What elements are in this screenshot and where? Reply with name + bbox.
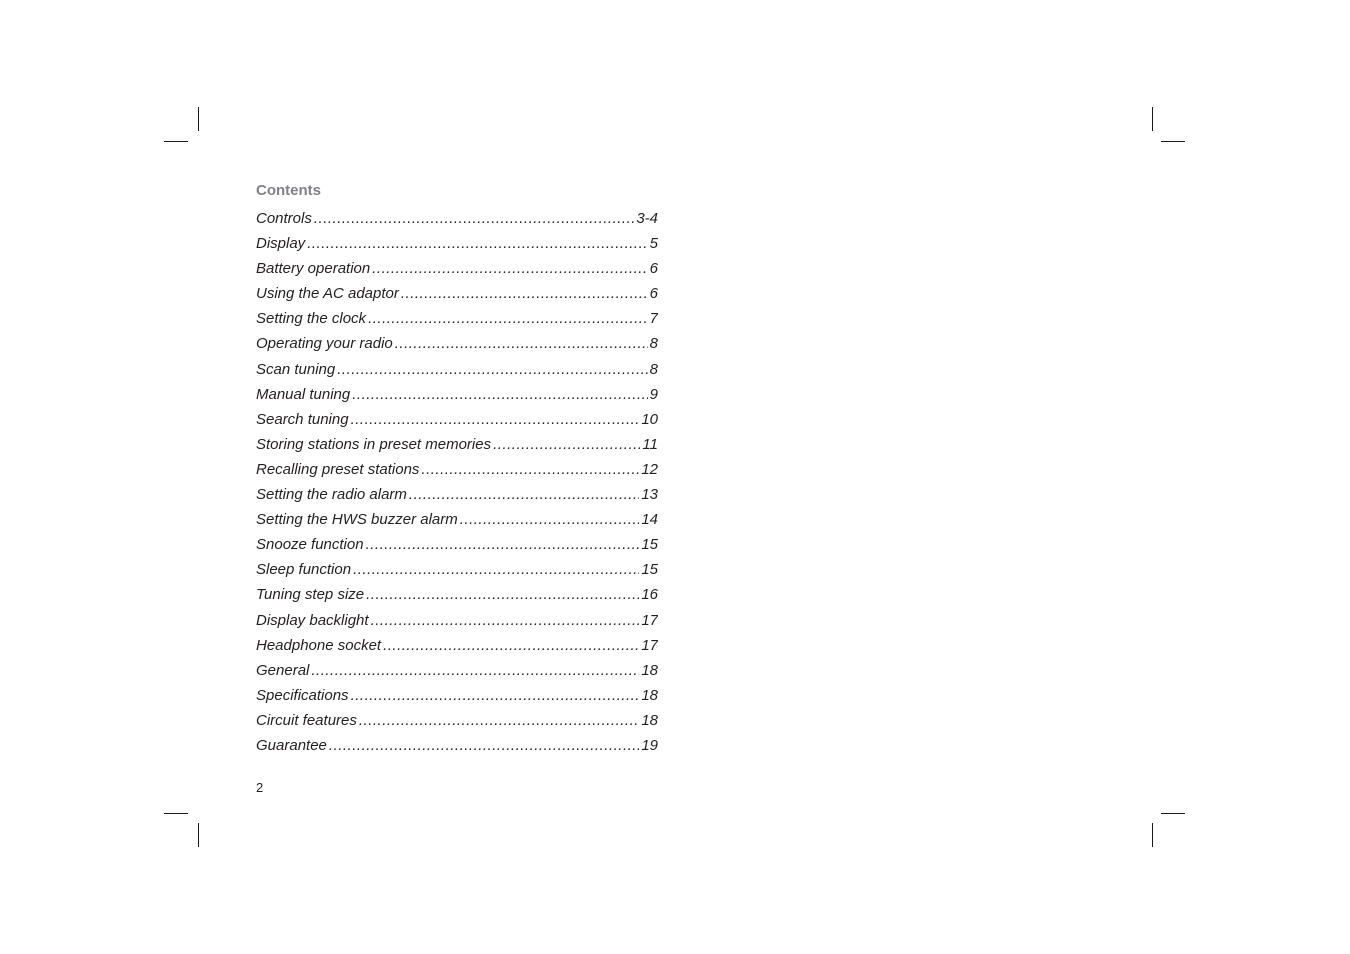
toc-entry[interactable]	[256, 306, 658, 331]
toc-entry-page: 11	[642, 435, 658, 453]
crop-mark-bottom-right-vertical	[1152, 823, 1153, 847]
toc-entry-page: 7	[649, 310, 658, 328]
toc-entry[interactable]	[256, 733, 658, 758]
toc-entry-label: Battery operation	[256, 260, 371, 278]
toc-entry-page: 6	[649, 285, 658, 303]
toc-entry[interactable]	[256, 482, 658, 507]
toc-dot-leader	[383, 633, 639, 658]
toc-entry-label: Setting the clock	[256, 310, 367, 328]
toc-entry-page: 8	[649, 360, 658, 378]
toc-entry[interactable]	[256, 507, 658, 532]
toc-dot-leader	[421, 457, 639, 482]
toc-title: Contents	[256, 182, 321, 199]
toc-dot-leader	[311, 658, 639, 683]
toc-entry[interactable]	[256, 633, 658, 658]
toc-entry-label: Controls	[256, 210, 312, 227]
toc-entry[interactable]	[256, 256, 658, 281]
toc-dot-leader	[371, 608, 640, 633]
toc-entry[interactable]	[256, 708, 658, 733]
toc-entry[interactable]	[256, 557, 658, 582]
toc-entry-page: 10	[641, 410, 658, 428]
toc-entry-label: Specifications	[256, 686, 349, 704]
toc-dot-leader	[359, 708, 639, 733]
crop-mark-bottom-right-horizontal	[1161, 813, 1185, 814]
toc-entry-page: 16	[641, 586, 658, 604]
toc-entry[interactable]	[256, 608, 658, 633]
toc-entry-label: Guarantee	[256, 736, 327, 754]
toc-entry-page: 5	[649, 235, 658, 253]
toc-entry-label: Storing stations in preset memories	[256, 435, 492, 453]
toc-entry-label: Headphone socket	[256, 636, 382, 654]
toc-entry-page: 9	[649, 385, 658, 403]
toc-entry-label: Setting the radio alarm	[256, 486, 407, 504]
toc-entry[interactable]	[256, 457, 658, 482]
toc-entry-label: Recalling preset stations	[256, 460, 420, 478]
toc-entry-label: Manual tuning	[256, 385, 351, 403]
toc-entry-label: Tuning step size	[256, 586, 365, 604]
toc-entry[interactable]	[256, 407, 658, 432]
toc-entry[interactable]	[256, 582, 658, 607]
toc-dot-leader	[351, 683, 640, 708]
page-number: 2	[256, 780, 264, 795]
toc-entry-page: 18	[641, 686, 658, 704]
toc-entry-label: Display backlight	[256, 611, 369, 629]
toc-entry-page: 8	[649, 335, 658, 353]
toc-entry-page: 17	[641, 636, 658, 654]
toc-entry-page: 12	[641, 460, 658, 478]
toc-dot-leader	[314, 206, 634, 231]
toc-entry-page: 6	[649, 260, 658, 278]
toc-dot-leader	[337, 357, 647, 382]
toc-entry-label: Display	[256, 235, 306, 253]
toc-entry-label: Search tuning	[256, 410, 349, 428]
toc-entry-page: 13	[641, 486, 658, 504]
toc-entry-label: Using the AC adaptor	[256, 285, 399, 303]
toc-list	[256, 206, 658, 758]
toc-entry[interactable]	[256, 357, 658, 382]
toc-entry-page: 17	[641, 611, 658, 629]
table-of-contents	[256, 180, 658, 758]
toc-entry[interactable]	[256, 683, 658, 708]
toc-entry-page: 19	[641, 736, 658, 754]
toc-entry-label: Circuit features	[256, 711, 357, 729]
toc-dot-leader	[401, 281, 648, 306]
toc-entry[interactable]	[256, 231, 658, 256]
toc-dot-leader	[329, 733, 639, 758]
toc-dot-leader	[352, 382, 647, 407]
toc-entry-label: Operating your radio	[256, 335, 393, 353]
toc-dot-leader	[366, 532, 640, 557]
toc-dot-leader	[460, 507, 640, 532]
toc-entry[interactable]	[256, 658, 658, 683]
toc-entry[interactable]	[256, 432, 658, 457]
toc-dot-leader	[353, 557, 639, 582]
crop-mark-bottom-left-horizontal	[164, 813, 188, 814]
toc-entry[interactable]	[256, 206, 658, 231]
toc-entry-page: 18	[641, 661, 658, 679]
crop-mark-top-left-vertical	[198, 107, 199, 131]
crop-mark-top-right-horizontal	[1161, 141, 1185, 142]
toc-dot-leader	[395, 331, 648, 356]
toc-entry[interactable]	[256, 281, 658, 306]
toc-entry[interactable]	[256, 532, 658, 557]
toc-dot-leader	[372, 256, 647, 281]
toc-entry-page: 14	[641, 511, 658, 529]
toc-entry-page: 3-4	[636, 210, 658, 227]
toc-entry-page: 15	[641, 536, 658, 554]
crop-mark-top-left-horizontal	[164, 141, 188, 142]
toc-dot-leader	[493, 432, 640, 457]
toc-dot-leader	[366, 582, 639, 607]
toc-dot-leader	[351, 407, 640, 432]
toc-entry-label: General	[256, 661, 310, 679]
toc-entry-label: Snooze function	[256, 536, 364, 554]
toc-entry-page: 18	[641, 711, 658, 729]
toc-entry-page: 15	[641, 561, 658, 579]
crop-mark-bottom-left-vertical	[198, 823, 199, 847]
toc-entry[interactable]	[256, 382, 658, 407]
toc-entry-label: Setting the HWS buzzer alarm	[256, 511, 458, 529]
toc-entry-label: Sleep function	[256, 561, 352, 579]
toc-dot-leader	[307, 231, 647, 256]
toc-entry-label: Scan tuning	[256, 360, 336, 378]
toc-dot-leader	[368, 306, 648, 331]
toc-entry[interactable]	[256, 331, 658, 356]
toc-dot-leader	[409, 482, 639, 507]
crop-mark-top-right-vertical	[1152, 107, 1153, 131]
